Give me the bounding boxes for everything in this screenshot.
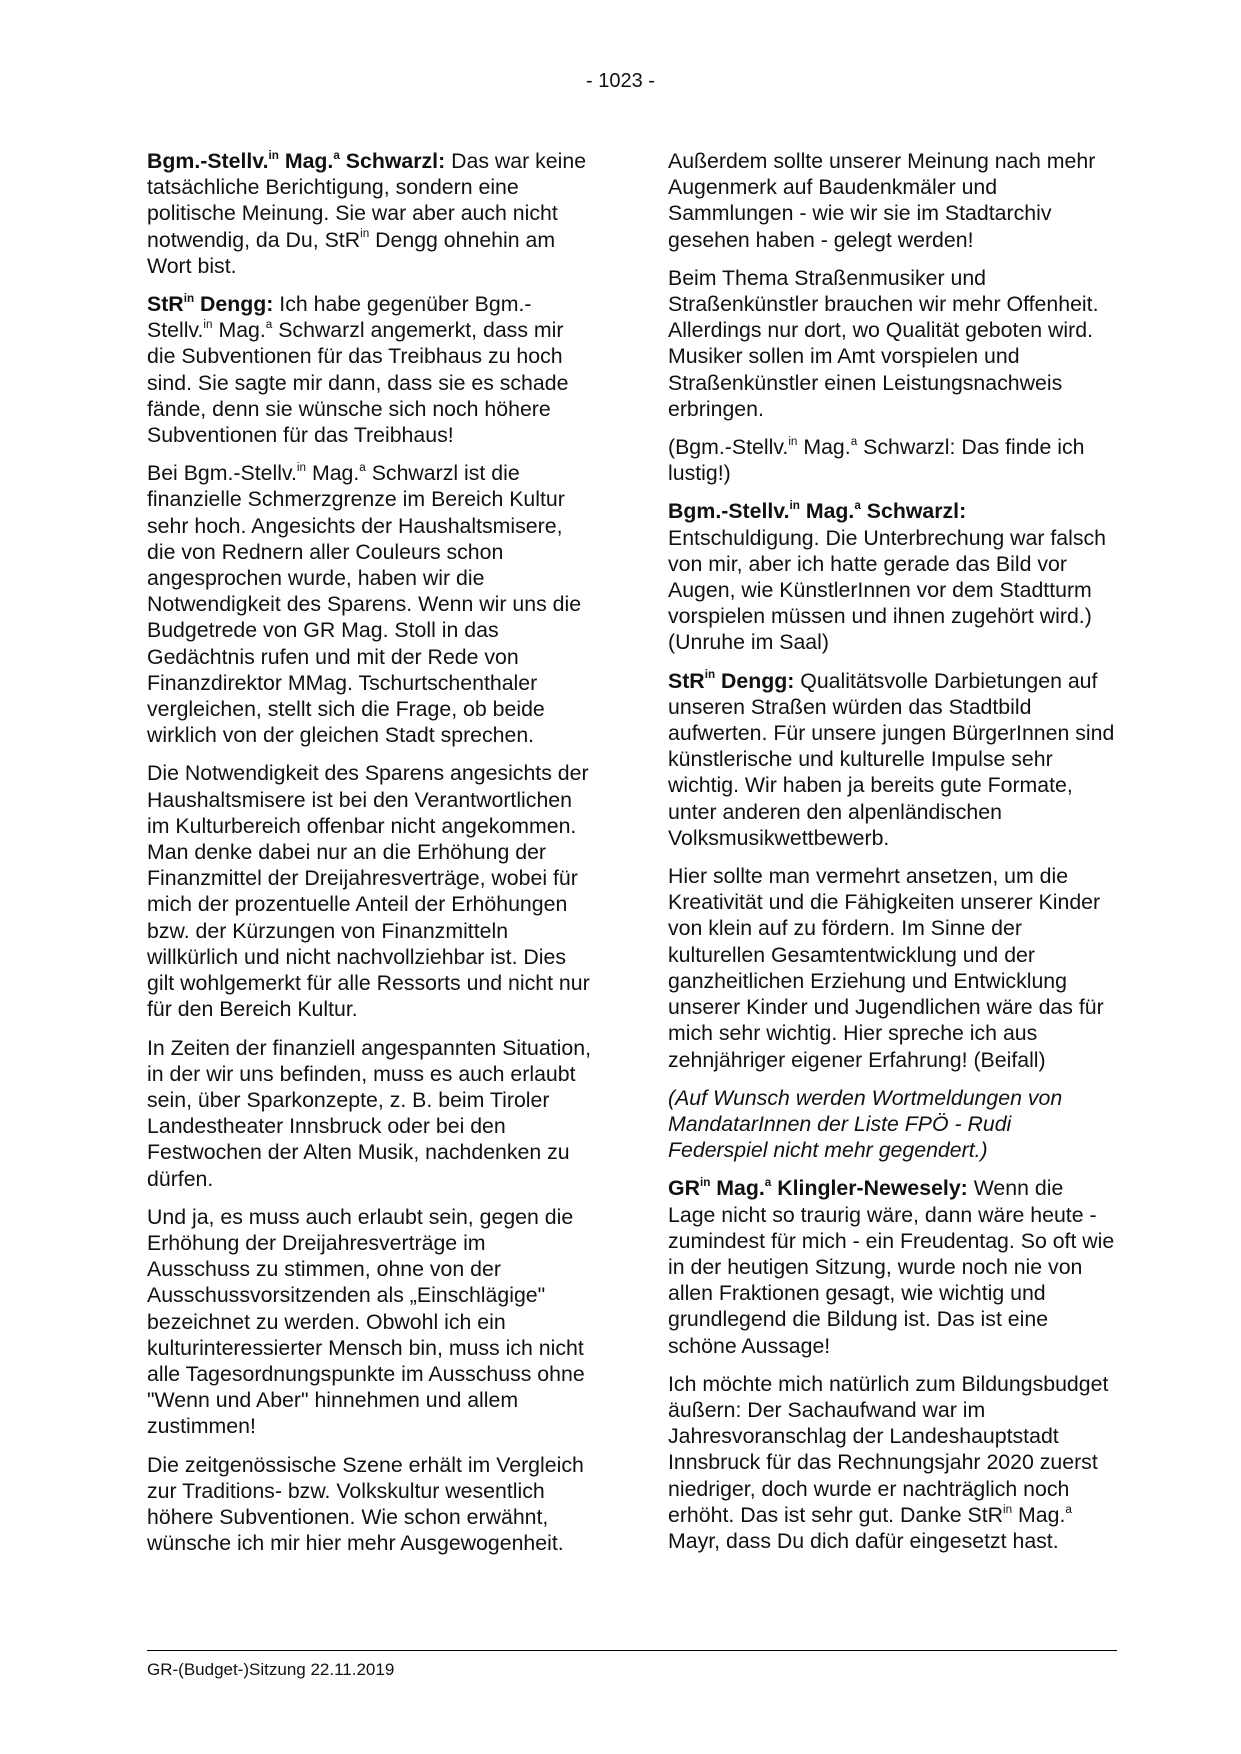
paragraph: Bgm.-Stellv.$^{in}$ Mag.$^a$ Schwarzl: Entschuldigung. Die Unterbrechung war falsch von mir, aber ich hatte gerade das Bild vor Augen, wie KünstlerInnen vor dem Stadtturm vorspielen müssen und ihnen zugehört wird.) (Unruhe im Saal): [668, 499, 1107, 655]
paragraph: Beim Thema Straßenmusiker und Straßenkünstler brauchen wir mehr Offenheit. Allerdings nur dort, wo Qualität geboten wird. Musiker sollen im Amt vorspielen und Straßenkünstler einen Leistungsnachweis erbringen.: [668, 265, 1099, 421]
right-column: [668, 148, 1116, 1566]
paragraph: Die zeitgenössische Szene erhält im Vergleich zur Traditions- bzw. Volkskultur wesentlich höhere Subventionen. Wie schon erwähnt, wünsche ich mir hier mehr Ausgewogenheit.: [147, 1452, 584, 1556]
footer-text: GR-(Budget-)Sitzung 22.11.2019: [147, 1660, 395, 1679]
paragraph: Ich möchte mich natürlich zum Bildungsbudget äußern: Der Sachaufwand war im Jahresvoranschlag der Landeshauptstadt Innsbruck für das Rechnungsjahr 2020 zuerst niedriger, doch wurde er nachträglich noch erhöht. Das ist sehr gut. Danke StR$^{in}$ Mag.$^a$ Mayr, dass Du dich dafür eingesetzt hast.: [668, 1371, 1109, 1553]
speaker-label: $GR^{in}$ Mag.$^a$ Klingler-Newesely:: [668, 1176, 968, 1201]
paragraph: StR$^{in}$ Dengg: Ich habe gegenüber Bgm.-Stellv.$^{in}$ Mag.$^a$ Schwarzl angemerkt, dass mir die Subventionen für das Treibhaus zu hoch sind. Sie sagte mir dann, dass sie es schade fände, denn sie wünsche sich noch höhere Subventionen für das Treibhaus!: [147, 291, 569, 448]
paragraph: Bgm.-Stellv.$^{in}$ Mag.$^a$ Schwarzl: Das war keine tatsächliche Berichtigung, sondern eine politische Meinung. Sie war aber auch nicht notwendig, da Du, StR$^{in}$ Dengg ohnehin am Wort bist.: [147, 148, 587, 278]
paragraph: (Bgm.-Stellv.$^{in}$ Mag.$^a$ Schwarzl: Das finde ich lustig!): [668, 434, 1085, 486]
page-number: - 1023 -: [586, 70, 655, 92]
paragraph: In Zeiten der finanziell angespannten Situation, in der wir uns befinden, muss es auch erlaubt sein, über Sparkonzepte, z. B. beim Tiroler Landestheater Innsbruck oder bei den Festwochen der Alten Musik, nachdenken zu dürfen.: [147, 1035, 591, 1191]
speaker-label: Bgm.-Stellv.$^{in}$ Mag.$^a$ Schwarzl:: [668, 499, 967, 524]
paragraph: Außerdem sollte unserer Meinung nach mehr Augenmerk auf Baudenkmäler und Sammlungen - wie wir sie im Stadtarchiv gesehen haben - gelegt werden!: [668, 149, 1096, 252]
paragraph: $GR^{in}$ Mag.$^a$ Klingler-Newesely: Wenn die Lage nicht so traurig wäre, dann wäre heute - zumindest für mich - ein Freudentag. So oft wie in der heutigen Sitzung, wurde noch nie von allen Fraktionen gesagt, wie wichtig und grundlegend die Bildung ist. Das ist eine schöne Aussage!: [668, 1176, 1115, 1358]
speaker-label: Bgm.-Stellv.$^{in}$ Mag.$^a$ Schwarzl:: [147, 148, 446, 173]
footer-rule: [147, 1650, 1117, 1651]
paragraph: Die Notwendigkeit des Sparens angesichts der Haushaltsmisere ist bei den Verantwortlichen im Kulturbereich offenbar nicht angekommen. Man denke dabei nur an die Erhöhung der Finanzmittel der Dreijahresverträge, wobei für mich der prozentuelle Anteil der Erhöhungen bzw. der Kürzungen von Finanzmitteln willkürlich und nicht nachvollziehbar ist. Dies gilt wohlgemerkt für alle Ressorts und nicht nur für den Bereich Kultur.: [147, 761, 590, 1022]
speaker-label: StR$^{in}$ Dengg:: [147, 291, 274, 317]
paragraph: Bei Bgm.-Stellv.$^{in}$ Mag.$^a$ Schwarzl ist die finanzielle Schmerzgrenze im Bereich Kultur sehr hoch. Angesichts der Haushaltsmisere, die von Rednern aller Couleurs schon angesprochen wurde, haben wir die Notwendigkeit des Sparens. Wenn wir uns die Budgetrede von GR Mag. Stoll in das Gedächtnis rufen und mit der Rede von Finanzdirektor MMag. Tschurtschenthaler vergleichen, stellt sich die Frage, ob beide wirklich von der gleichen Stadt sprechen.: [147, 460, 582, 748]
paragraph: Hier sollte man vermehrt ansetzen, um die Kreativität und die Fähigkeiten unserer Kinder von klein auf zu fördern. Im Sinne der kulturellen Gesamtentwicklung und der ganzheitlichen Erziehung und Entwicklung unserer Kinder und Jugendlichen wäre das für mich sehr wichtig. Hier spreche ich aus zehnjähriger eigener Erfahrung! (Beifall): [668, 864, 1104, 1072]
paragraph: StR$^{in}$ Dengg: Qualitätsvolle Darbietungen auf unseren Straßen würden das Stadtbild aufwerten. Für unsere jungen BürgerInnen sind künstlerische und kulturelle Impulse sehr wichtig. Wir haben ja bereits gute Formate, unter anderen den alpenländischen Volksmusikwettbewerb.: [668, 668, 1115, 850]
speaker-label: StR$^{in}$ Dengg:: [668, 668, 795, 693]
paragraph: Und ja, es muss auch erlaubt sein, gegen die Erhöhung der Dreijahresverträge im Ausschuss zu stimmen, ohne von der Ausschussvorsitzenden als „Einschlägige" bezeichnet zu werden. Obwohl ich ein kulturinteressierter Mensch bin, muss ich nicht alle Tagesordnungspunkte im Ausschuss ohne "Wenn und Aber" hinnehmen und allem zustimmen!: [147, 1204, 585, 1439]
paragraph: (Auf Wunsch werden Wortmeldungen von MandatarInnen der Liste FPÖ - Rudi Federspiel nicht mehr gegendert.): [668, 1085, 1063, 1163]
left-column: [147, 148, 592, 1568]
